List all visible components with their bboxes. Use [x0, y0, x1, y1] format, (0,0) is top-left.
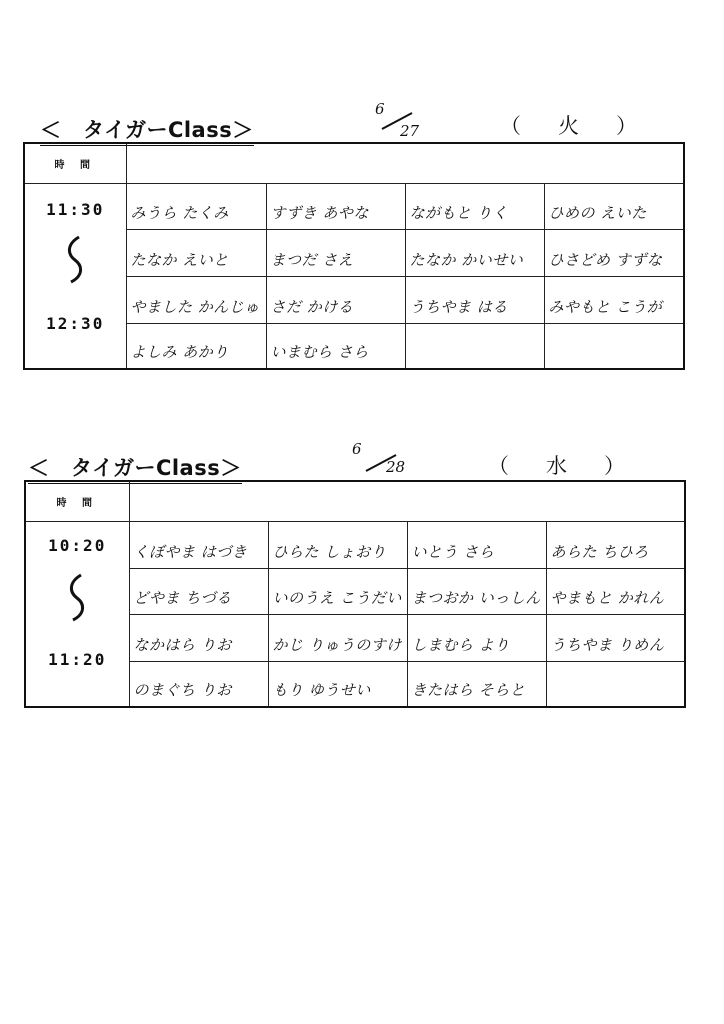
- student-name: [405, 323, 544, 369]
- student-name: たなか かいせい: [405, 229, 544, 276]
- student-name: やまもと かれん: [546, 568, 685, 614]
- student-name: きたはら そらと: [407, 661, 546, 707]
- end-time: 12:30: [46, 313, 105, 333]
- student-name: ひさどめ すずな: [544, 229, 684, 276]
- student-name: あらた ちひろ: [546, 521, 685, 568]
- student-name: のまぐち りお: [129, 661, 268, 707]
- student-name: すずき あやな: [266, 183, 405, 229]
- student-name: しまむら より: [407, 614, 546, 661]
- student-name: みうら たくみ: [126, 183, 266, 229]
- student-name: よしみ あかり: [126, 323, 266, 369]
- date-month: 6: [375, 100, 385, 118]
- weekday: （ 火 ）: [500, 114, 645, 138]
- schedule-table: [24, 480, 686, 708]
- class-title: ＜ タイガーClass＞: [28, 452, 242, 484]
- end-time: 11:20: [48, 649, 107, 669]
- student-name: さだ かける: [266, 276, 405, 323]
- student-name: [546, 661, 685, 707]
- student-name: いとう さら: [407, 521, 546, 568]
- student-name: まつだ さえ: [266, 229, 405, 276]
- student-name: やました かんじゅ: [126, 276, 266, 323]
- student-name: かじ りゅうのすけ: [268, 614, 407, 661]
- start-time: 10:20: [48, 535, 107, 555]
- student-name: いのうえ こうだい: [268, 568, 407, 614]
- date-day: 28: [386, 458, 406, 476]
- student-name: くぼやま はづき: [129, 521, 268, 568]
- student-name: うちやま はる: [405, 276, 544, 323]
- date-month: 6: [352, 440, 362, 458]
- weekday: （ 水 ）: [488, 454, 633, 478]
- time-cell: [25, 521, 129, 707]
- time-header: 時 間: [25, 481, 129, 521]
- student-name: もり ゆうせい: [268, 661, 407, 707]
- start-time: 11:30: [46, 199, 105, 219]
- class-title: ＜ タイガーClass＞: [40, 114, 254, 146]
- student-name: [544, 323, 684, 369]
- student-name: ひらた しょおり: [268, 521, 407, 568]
- student-name: いまむら さら: [266, 323, 405, 369]
- tilde-wave-icon: [63, 234, 87, 284]
- student-name: みやもと こうが: [544, 276, 684, 323]
- header-blank: [129, 481, 685, 521]
- date-day: 27: [400, 122, 420, 140]
- student-name: まつおか いっしん: [407, 568, 546, 614]
- tilde-wave-icon: [65, 572, 89, 622]
- time-header: 時 間: [24, 143, 126, 183]
- student-name: どやま ちづる: [129, 568, 268, 614]
- schedule-table: [23, 142, 685, 370]
- student-name: なかはら りお: [129, 614, 268, 661]
- time-cell: [24, 183, 126, 369]
- student-name: ながもと りく: [405, 183, 544, 229]
- student-name: うちやま りめん: [546, 614, 685, 661]
- student-name: たなか えいと: [126, 229, 266, 276]
- header-blank: [126, 143, 684, 183]
- student-name: ひめの えいた: [544, 183, 684, 229]
